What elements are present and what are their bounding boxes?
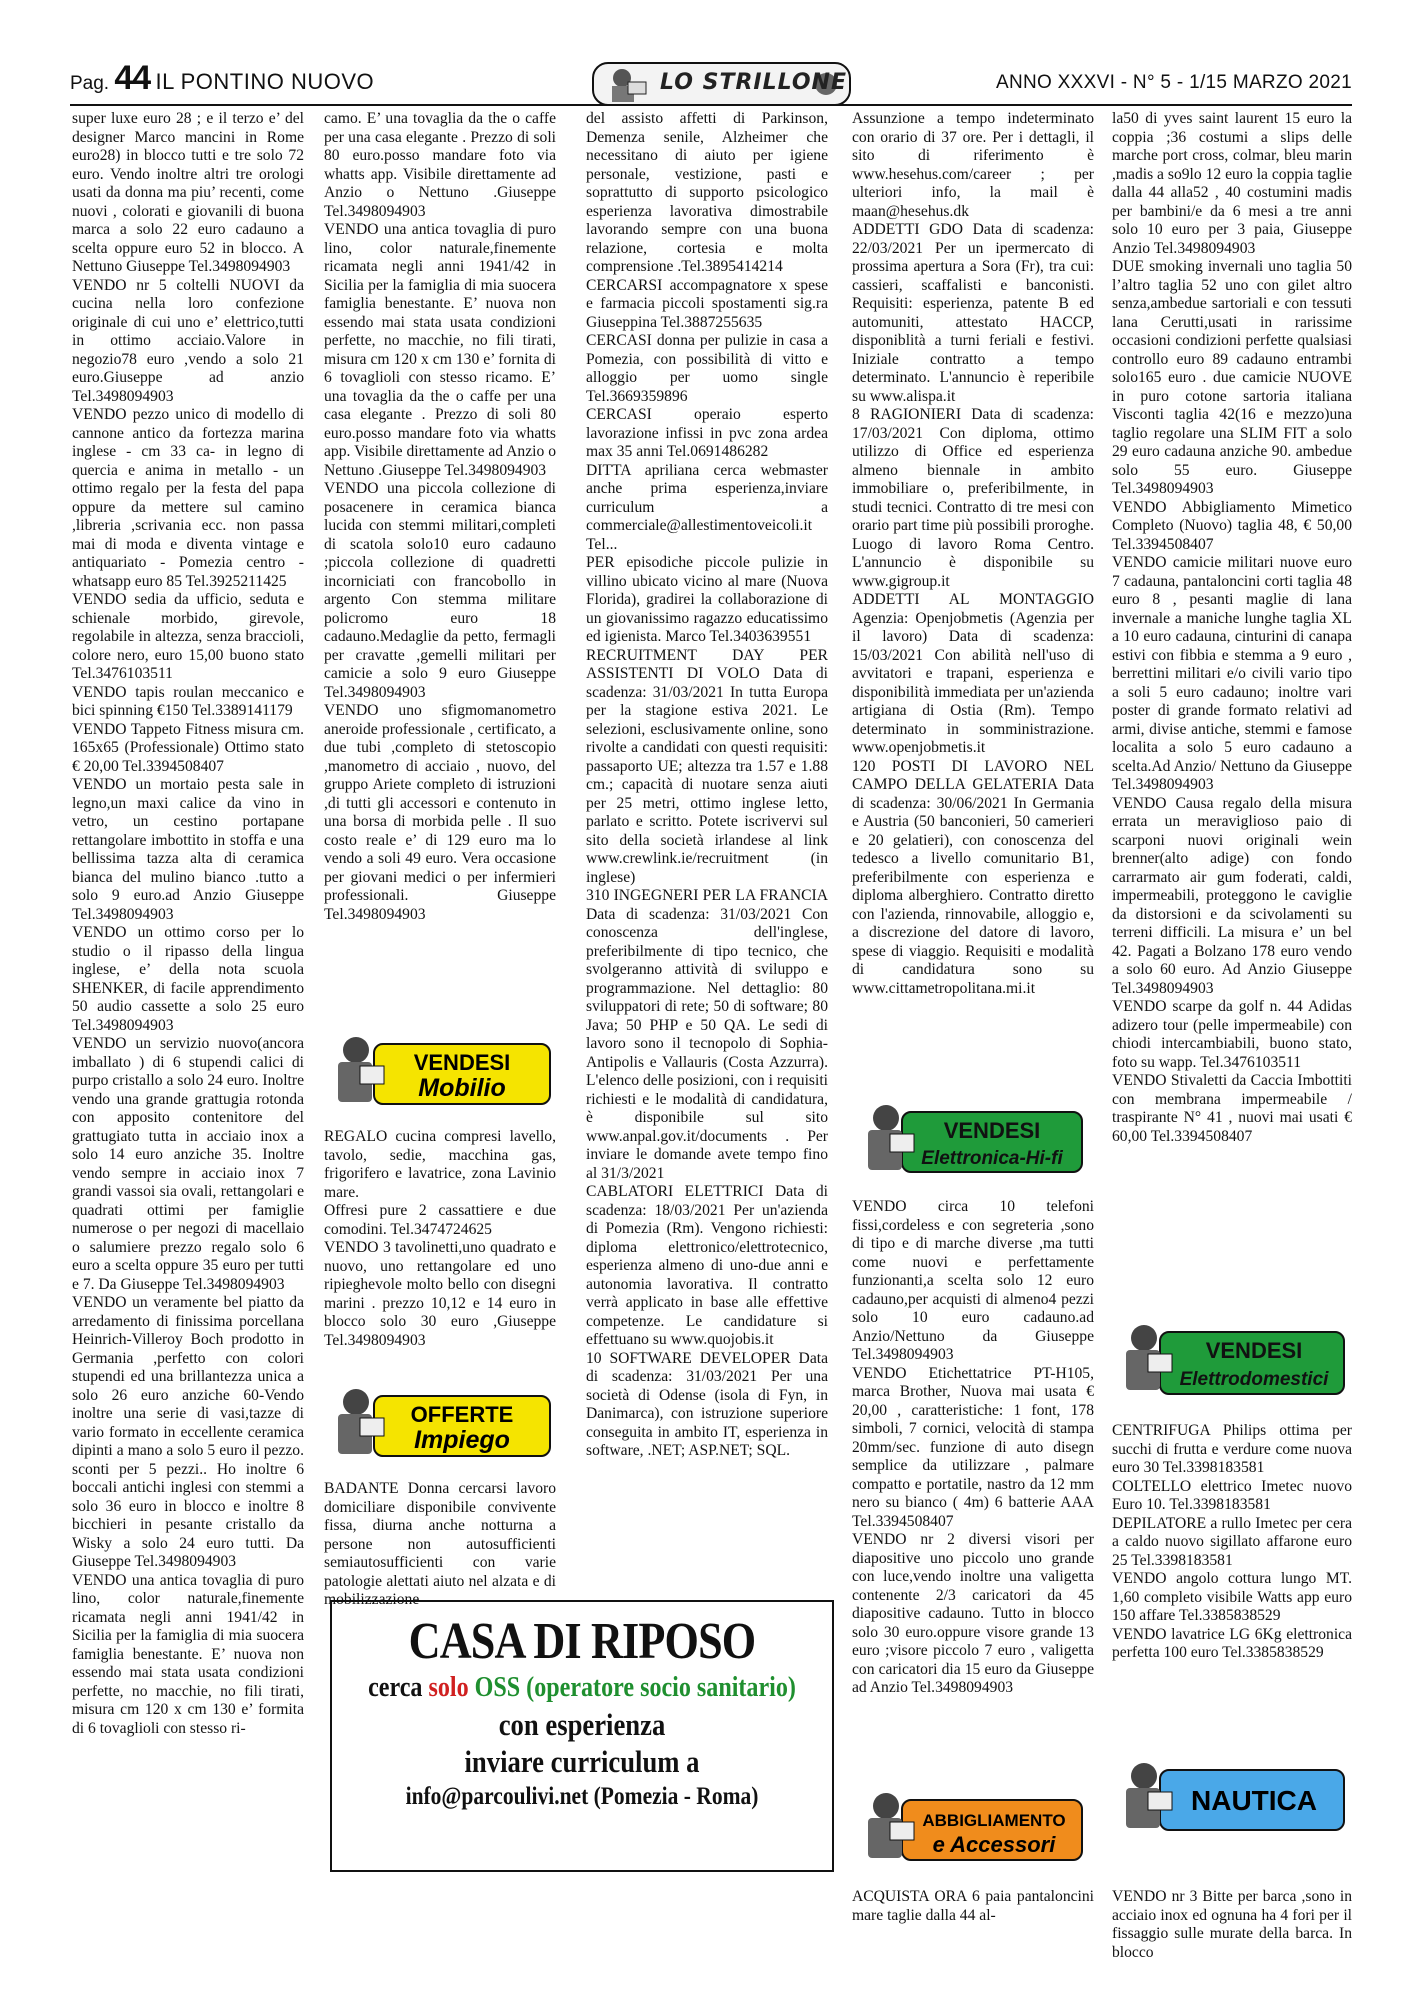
- column-5-elettrodomestici: [1112, 1422, 1352, 1663]
- section-line2: Elettronica-Hi-fi: [921, 1148, 1063, 1169]
- ad-item: DITTA apriliana cerca webmaster anche prima esperienza,inviare curriculum a commerciale@allestimentoveicoli.it Tel...: [586, 461, 828, 553]
- ad-email[interactable]: info@parcoulivi.net (Pomezia - Roma): [405, 1783, 759, 1810]
- ad-item: VENDO lavatrice LG 6Kg elettronica perfetta 100 euro Tel.3385838529: [1112, 1625, 1352, 1661]
- ad-item: VENDO nr 2 diversi visori per diapositive uno piccolo uno grande con luce,vendo inoltre una valigetta contenente 2/3 caricatori da 45 diapositive cadauno. Tutto in blocco solo 30 euro.oppure visore grande 13 euro ;visore piccolo 7 euro , valigetta con caricatori dia 15 euro da Giuseppe ad Anzio Tel.3498094903: [852, 1531, 1094, 1696]
- ad-item: CERCASI donna per pulizie in casa a Pomezia, con possibilità di vitto e alloggio per uomo single Tel.3669359896: [586, 332, 828, 405]
- ad-item: REGALO cucina compresi lavello, tavolo, sedie, macchina gas, frigorifero e lavatrice, zona Lavinio mare.: [324, 1128, 556, 1201]
- section-line1: VENDESI: [943, 1118, 1041, 1143]
- ad-item: ADDETTI GDO Data di scadenza: 22/03/2021 Per un ipermercato di prossima apertura a Sora (Fr), tra cui: cassieri, scaffalisti e banconisti. Requisiti: esperienza, patente B ed automuniti, attestato HACCP, disponiblità a turni feriali e festivi. Iniziale contratto a tempo determinato. L'annuncio è reperibile su www.alispa.it: [852, 221, 1094, 405]
- ad-item: DUE smoking invernali uno taglia 50 l’altro taglia 52 uno con gilet altro senza,ambedue sartoriali e con tessuti lana Cerutti,usati in rarissime occasioni condizioni perfette qualsiasi controllo euro 89 cadauno entrambi solo165 euro . due camicie NUOVE in puro cotone sartoria italiana Visconti taglia 42(16 e mezzo)una taglio regolare una SLIM FIT a solo 29 euro cadauna anziche 90. ambedue solo 55 euro. Giuseppe Tel.3498094903: [1112, 258, 1352, 497]
- ad-item: PER episodiche piccole pulizie in villino ubicato vicino al mare (Nuova Florida), gradirei la collaborazione di un giovanissimo ragazzo educatissimo ed igienista. Marco Tel.3403639551: [586, 554, 828, 645]
- ad-item: COLTELLO elettrico Imetec nuovo Euro 10. Tel.3398183581: [1112, 1477, 1352, 1513]
- section-line1: VENDESI: [413, 1050, 511, 1075]
- header-rule: [70, 104, 1352, 106]
- column-4-elettronica: [852, 1198, 1094, 1698]
- ad-line-oss: [367, 1670, 797, 1706]
- ad-item: VENDO Causa regalo della misura errata un meraviglioso paio di scarponi nuovi originali wein brenner(alto adige) con fondo carrarmato air gum foderati, caldi, impermeabili, proteggono le caviglie da distorsioni e da scivolamenti su terreni difficili. La misura e’ un bel 42. Pagati a Bolzano 178 euro vendo a solo 60 euro. Ad Anzio Giuseppe Tel.3498094903: [1112, 794, 1352, 997]
- column-3: [586, 110, 828, 1461]
- header-left: [70, 59, 374, 98]
- ad-item: ACQUISTA ORA 6 paia pantaloncini mare taglie dalla 44 al-: [852, 1888, 1094, 1924]
- column-1: [72, 110, 304, 1738]
- ad-item: VENDO camicie militari nuove euro 7 cadauna, pantaloncini corti taglia 48 euro 8 , pesanti maglie di lana invernale a maniche lunghe taglia XL a 10 euro cadauna, cinturini di canapa estivi con fibbia e stemma a 9 euro , berrettini militari e/o civili vario tipo a soli 5 euro cadauno; inoltre vari poster di grande formato relativi ad armi, divise antiche, stemmi e famose localita a solo 5 euro cadauno a scelta.Ad Anzio/ Nettuno da Giuseppe Tel.3498094903: [1112, 554, 1352, 793]
- column-5-nautica: [1112, 1888, 1352, 1962]
- ad-item: 310 INGEGNERI PER LA FRANCIA Data di scadenza: 31/03/2021 Con conoscenza dell'inglese, preferibilmente di tipo tecnico, che svolgeranno attività di sviluppo e programmazione. Nel dettaglio: 80 sviluppatori di rete; 50 di software; 80 Java; 50 PHP e 50 QA. Le sedi di lavoro sono il tecnopolo di Sophia-Antipolis e Vallauris (Costa Azzurra). L'elenco delle posizioni, con i requisiti richiesti e le modalità di candidatura, è disponibile sul sito www.anpal.gov.it/documents . Per inviare le domande avete tempo fino al 31/3/2021: [586, 887, 828, 1182]
- issue-info: ANNO XXXVI - N° 5 - 1/15 MARZO 2021: [996, 72, 1352, 93]
- casa-di-riposo-ad: [330, 1600, 834, 1872]
- column-4-abbigliamento: [852, 1888, 1094, 1925]
- ad-oss: OSS: [474, 1672, 521, 1703]
- ad-item: VENDO Stivaletti da Caccia Imbottiti con membrana impermeabile / traspirante N° 41 , nuovi mai usati € 60,00 Tel.3394508407: [1112, 1072, 1352, 1145]
- ad-item: RECRUITMENT DAY PER ASSISTENTI DI VOLO Data di scadenza: 31/03/2021 In tutta Europa per la stagione estiva 2021. Le selezioni, esclusivamente online, sono rivolte a candidati con questi requisiti: passaporto UE; altezza tra 1.57 e 1.88 cm.; capacità di nuotare senza aiuti per 25 metri, ottimo inglese letto, parlato e scritto. Potete iscrivervi sul sito della società irlandese al link www.crewlink.ie/recruitment (in inglese): [586, 646, 828, 886]
- ad-item: VENDO una piccola collezione di posacenere in ceramica bianca lucida con stemmi militari,completi di scatola solo10 euro cadauno ;piccola collezione di quadretti incorniciati con francobollo in argento Con stemma militare policromo euro 18 cadauno.Medaglie da petto, fermagli per cravatte ,gemelli militari per camicie a solo 9 euro Giuseppe Tel.3498094903: [324, 480, 556, 701]
- ad-item: VENDO 3 tavolinetti,uno quadrato e nuovo, uno rettangolare ed uno ripieghevole molto bello con disegni marini . prezzo 10,12 e 14 euro in blocco solo 30 euro ,Giuseppe Tel.3498094903: [324, 1239, 556, 1349]
- section-line1: ABBIGLIAMENTO: [922, 1811, 1066, 1830]
- ad-oss-full: (operatore socio sanitario): [526, 1672, 796, 1703]
- column-2-mobilio: [324, 1128, 556, 1350]
- ad-item: BADANTE Donna cercarsi lavoro domiciliare disponibile convivente fissa, diurna anche notturna a persone non autosufficienti semiautosufficienti con varie patologie alettati aiuto nel alzata e di mobilizzazione: [324, 1480, 556, 1608]
- ad-item: CERCASI operaio esperto lavorazione infissi in pvc zona ardea max 35 anni Tel.0691486282: [586, 406, 828, 460]
- ad-item: VENDO un mortaio pesta sale in legno,un maxi calice da vino in vetro, un cestino portapane rettangolare imbottito in stoffa e una bellissima tazza alta di ceramica bianca del mulino bianco .tutto a solo 9 euro.ad Anzio Giuseppe Tel.3498094903: [72, 776, 304, 923]
- ad-item: DEPILATORE a rullo Imetec per cera a caldo nuovo sigillato affarone euro 25 Tel.3398183581: [1112, 1514, 1352, 1569]
- ad-item: del assisto affetti di Parkinson, Demenza senile, Alzheimer che necessitano di aiuto per igiene personale, vestizione, pasti e soprattutto di supporto psicologico esperienza lavorativa dimostrabile lavorando sempre con una buona relazione, cortesia e molta comprensione .Tel.3895414214: [586, 110, 828, 275]
- page-header: [70, 60, 1352, 104]
- section-line2: e Accessori: [932, 1832, 1056, 1857]
- ad-item: 120 POSTI DI LAVORO NEL CAMPO DELLA GELATERIA Data di scadenza: 30/06/2021 In Germania e Austria (50 banconieri, 50 camerieri e 20 gelatieri), con conoscenza del tedesco a livello comunitario B1, preferibilmente con esperienza e diploma alberghiero. Contratto diretto con l'azienda, rinnovabile, alloggio e, a discrezione del datore di lavoro, spese di viaggio. Requisiti e modalità di candidatura sono su www.cittametropolitana.mi.it: [852, 757, 1094, 997]
- section-vendesi-elettronica: [856, 1098, 1088, 1180]
- ad-item: 10 SOFTWARE DEVELOPER Data di scadenza: 31/03/2021 Per una società di Odense (isola di Fyn, in Danimarca), con istruzione superiore conseguita in ambito IT, esperienza in software, .NET; ASP.NET; SQL.: [586, 1349, 828, 1459]
- pag-label: Pag.: [70, 73, 110, 94]
- ad-item: Offresi pure 2 cassattiere e due comodini. Tel.3474724625: [324, 1202, 556, 1238]
- ad-item: VENDO una antica tovaglia di puro lino, color naturale,finemente ricamata negli anni 1941/42 in Sicilia per la famiglia di mia suocera famiglia benestante. E’ nuova non essendo mai stata usata condizioni perfette, no macchie, no fili tirati, misura cm 120 x cm 130 e’ formita di 6 tovaglioli con stesso ri-: [72, 1571, 304, 1737]
- ad-item: VENDO una antica tovaglia di puro lino, color naturale,finemente ricamata negli anni 1941/42 in Sicilia per la famiglia di mia suocera famiglia benestante. E’ nuova non essendo mai stata usata condizioni perfette, no macchie, no fili tirati, misura cm 120 x cm 130 e’ fornita di 6 tovaglioli con stesso ricamo. E’ una tovaglia da the o caffe per una casa elegante . Prezzo di soli 80 euro.posso mandare foto via whatts app. Visibile direttamente ad Anzio o Nettuno .Giuseppe Tel.3498094903: [324, 221, 556, 479]
- ad-item: VENDO nr 5 coltelli NUOVI da cucina nella loro confezione originale di cui uno e’ elettrico,tutti in ottimo acciaio.Valore in negozio78 euro ,vendo a solo 21 euro.Giuseppe ad anzio Tel.3498094903: [72, 276, 304, 405]
- ad-item: camo. E’ una tovaglia da the o caffe per una casa elegante . Prezzo di soli 80 euro.posso mandare foto via whatts app. Visibile direttamente ad Anzio o Nettuno .Giuseppe Tel.3498094903: [324, 110, 556, 220]
- ad-title: CASA DI RIPOSO: [408, 1613, 756, 1670]
- ad-line-curriculum: inviare curriculum a: [464, 1744, 700, 1779]
- ad-item: VENDO Etichettatrice PT-H105, marca Brother, Nuova mai usata € 20,00 , caratteristiche: 1 font, 178 simboli, 7 cornici, velocità di stampa 20mm/sec. funzione di auto disegn semplice da utilizzare , palmare compatto e portatile, nastro da 12 mm nero su bianco ( 4m) 6 batterie AAA Tel.3394508407: [852, 1364, 1094, 1530]
- ad-item: Assunzione a tempo indeterminato con orario di 37 ore. Per i dettagli, il sito di riferimento è www.hesehus.com/career ; per ulteriori info, la mail è maan@hesehus.dk: [852, 110, 1094, 220]
- ad-item: VENDO Tappeto Fitness misura cm. 165x65 (Professionale) Ottimo stato € 20,00 Tel.3394508407: [72, 720, 304, 775]
- newspaper-title: IL PONTINO NUOVO: [155, 69, 375, 94]
- ad-item: VENDO pezzo unico di modello di cannone antico da fortezza marina inglese - cm 33 ca- in legno di quercia e anima in metallo - un ottimo regalo per la festa del papa oppure da mettere sul camino ,libreria ,scrivania ecc. non passa mai di moda e diventa vintage e antiquariato - Pomezia centro - whatsapp euro 85 Tel.3925211425: [72, 406, 304, 590]
- ad-item: VENDO circa 10 telefoni fissi,cordeless e con segreteria ,sono di tipo e di marche diverse ,ma tutti come nuovi e perfettamente funzionanti,a scelta solo 12 euro cadauno,per acquisti di almeno4 pezzi solo 10 euro cadauno.ad Anzio/Nettuno da Giuseppe Tel.3498094903: [852, 1198, 1094, 1363]
- ad-item: VENDO un ottimo corso per lo studio o il ripasso della lingua inglese, e’ della nota scuola SHENKER, di facile apprendimento 50 audio cassette a solo 25 euro Tel.3498094903: [72, 924, 304, 1034]
- ad-item: la50 di yves saint laurent 15 euro la coppia ;36 costumi a slips delle marche port cross, colmar, bleu marin ,madis a so9lo 12 euro la coppia taglie dalla 44 alla52 , 40 costumini madis per bambini/e da 6 mesi a tre anni solo 10 euro per 3 paia, Giuseppe Anzio Tel.3498094903: [1112, 110, 1352, 257]
- ad-item: VENDO un servizio nuovo(ancora imballato ) di 6 stupendi calici di purpo cristallo a solo 24 euro. Inoltre vendo una grande grattugia rotonda con apposito contenitore del grattugiato tutta in acciaio inox a solo 14 euro anziche 35. Inoltre vendo sempre in acciaio inox 7 grandi vassoi sia ovali, rettangolari e quadrati ottimi per famiglie numerose o per negozi di macellaio o salumiere prezzo regalo solo 6 euro a scelta oppure 35 euro per tutti e 7. Da Giuseppe Tel.3498094903: [72, 1035, 304, 1293]
- section-abbigliamento: [856, 1786, 1088, 1868]
- section-vendesi-mobilio: [326, 1030, 556, 1112]
- column-5: [1112, 110, 1352, 1146]
- section-offerte-impiego: [326, 1382, 556, 1464]
- ad-item: ADDETTI AL MONTAGGIO Agenzia: Openjobmetis (Agenzia per il lavoro) Data di scadenza: 15/03/2021 Con abilità nell'uso di avvitatori e trapani, esperienza e disponibilità immediata per un'azienda artigiana di Ostia (Rm). Tempo determinato in somministrazione. www.openjobmetis.it: [852, 591, 1094, 756]
- ad-item: VENDO sedia da ufficio, seduta e schienale morbido, girevole, regolabile in altezza, senza braccioli, colore nero, euro 15,00 buono stato Tel.3476103511: [72, 591, 304, 682]
- logo-text: LO STRILLONE: [660, 70, 847, 95]
- column-2: [324, 110, 556, 924]
- ad-item: CENTRIFUGA Philips ottima per succhi di frutta e verdure come nuova euro 30 Tel.3398183581: [1112, 1422, 1352, 1476]
- ad-item: 8 RAGIONIERI Data di scadenza: 17/03/2021 Con diploma, ottimo utilizzo di Office ed esperienza almeno biennale in ambito immobiliare o, preferibilmente, in studi tecnici. Contratto di tre mesi con orario part time più possibili proroghe. Luogo di lavoro Roma Centro. L'annuncio è disponibile su www.gigroup.it: [852, 406, 1094, 590]
- ad-item: VENDO tapis roulan meccanico e bici spinning €150 Tel.3389141179: [72, 683, 304, 719]
- ad-item: VENDO un veramente bel piatto da arredamento di finissima porcellana Heinrich-Villeroy Boch prodotto in Germania ,perfetto con colori stupendi ed una brillantezza unica a solo 26 euro anziche 60-Vendo inoltre una serie di vasi,tazze di vario formato in eccellente ceramica dipinti a mano a solo 5 euro il pezzo. sconti per 5 pezzi.. Ho inoltre 6 boccali antichi inglesi con stemmi a solo 36 euro in blocco e inoltre 8 bicchieri in pesante cristallo da Wisky a solo 24 euro tutti. Da Giuseppe Tel.3498094903: [72, 1294, 304, 1570]
- ad-item: CABLATORI ELETTRICI Data di scadenza: 18/03/2021 Per un'azienda di Pomezia (Rm). Vengono richiesti: diploma elettronico/elettrotecnico, esperienza almeno di uno-due anni e autonomia lavorativa. Il contratto verrà applicato in base alle effettive competenze. Le candidature si effettuano su www.quojobis.it: [586, 1183, 828, 1348]
- section-nautica: [1114, 1756, 1350, 1838]
- section-line1: VENDESI: [1205, 1338, 1303, 1363]
- column-4: [852, 110, 1094, 998]
- section-line2: Elettrodomestici: [1179, 1369, 1329, 1390]
- section-vendesi-elettrodomestici: [1114, 1318, 1350, 1402]
- ad-item: VENDO angolo cottura lungo MT. 1,60 completo visibile Watts app euro 150 affare Tel.3385838529: [1112, 1570, 1352, 1624]
- column-2-impiego: [324, 1480, 556, 1610]
- ad-line-esperienza: con esperienza: [498, 1707, 666, 1742]
- lo-strillone-logo: [592, 62, 851, 106]
- section-line1: OFFERTE: [410, 1402, 514, 1427]
- page-number: 44: [114, 59, 151, 97]
- ad-item: VENDO Abbigliamento Mimetico Completo (Nuovo) taglia 48, € 50,00 Tel.3394508407: [1112, 498, 1352, 553]
- ad-solo: solo: [428, 1672, 469, 1703]
- section-line1: NAUTICA: [1191, 1785, 1317, 1816]
- ad-item: VENDO scarpe da golf n. 44 Adidas adizero tour (pelle impermeabile) con chiodi intercambiabili, buono stato, foto su wapp. Tel.3476103511: [1112, 998, 1352, 1071]
- ad-cerca: cerca: [368, 1672, 423, 1703]
- ad-item: super luxe euro 28 ; e il terzo e’ del designer Marco mancini in Rome euro28) in blocco tutti e tre solo 72 euro. Vendo inoltre altri tre orologi usati da donna ma piu’ recenti, come nuovi , colorati e giovanili di buona marca a solo 22 euro cadauno a scelta oppure euro 52 in blocco. A Nettuno Giuseppe Tel.3498094903: [72, 110, 304, 275]
- ad-item: VENDO nr 3 Bitte per barca ,sono in acciaio inox ed ognuna ha 4 fori per il fissaggio sulle murate della barca. In blocco: [1112, 1888, 1352, 1961]
- section-line2: Mobilio: [418, 1074, 506, 1102]
- ad-item: VENDO uno sfigmomanometro aneroide professionale , certificato, a due tubi ,completo di stetoscopio ,manometro di acciaio , nuovo, del gruppo Ariete completo di istruzioni ,di tutti gli accessori e contenuto in una borsa di morbida pelle . Il suo costo reale e’ di 129 euro ma lo vendo a soli 49 euro. Vera occasione per giovani medici o per infermieri professionali. Giuseppe Tel.3498094903: [324, 702, 556, 923]
- ad-item: CERCARSI accompagnatore x spese e farmacia piccoli spostamenti sig.ra Giuseppina Tel.3887255635: [586, 276, 828, 331]
- section-line2: Impiego: [414, 1426, 510, 1454]
